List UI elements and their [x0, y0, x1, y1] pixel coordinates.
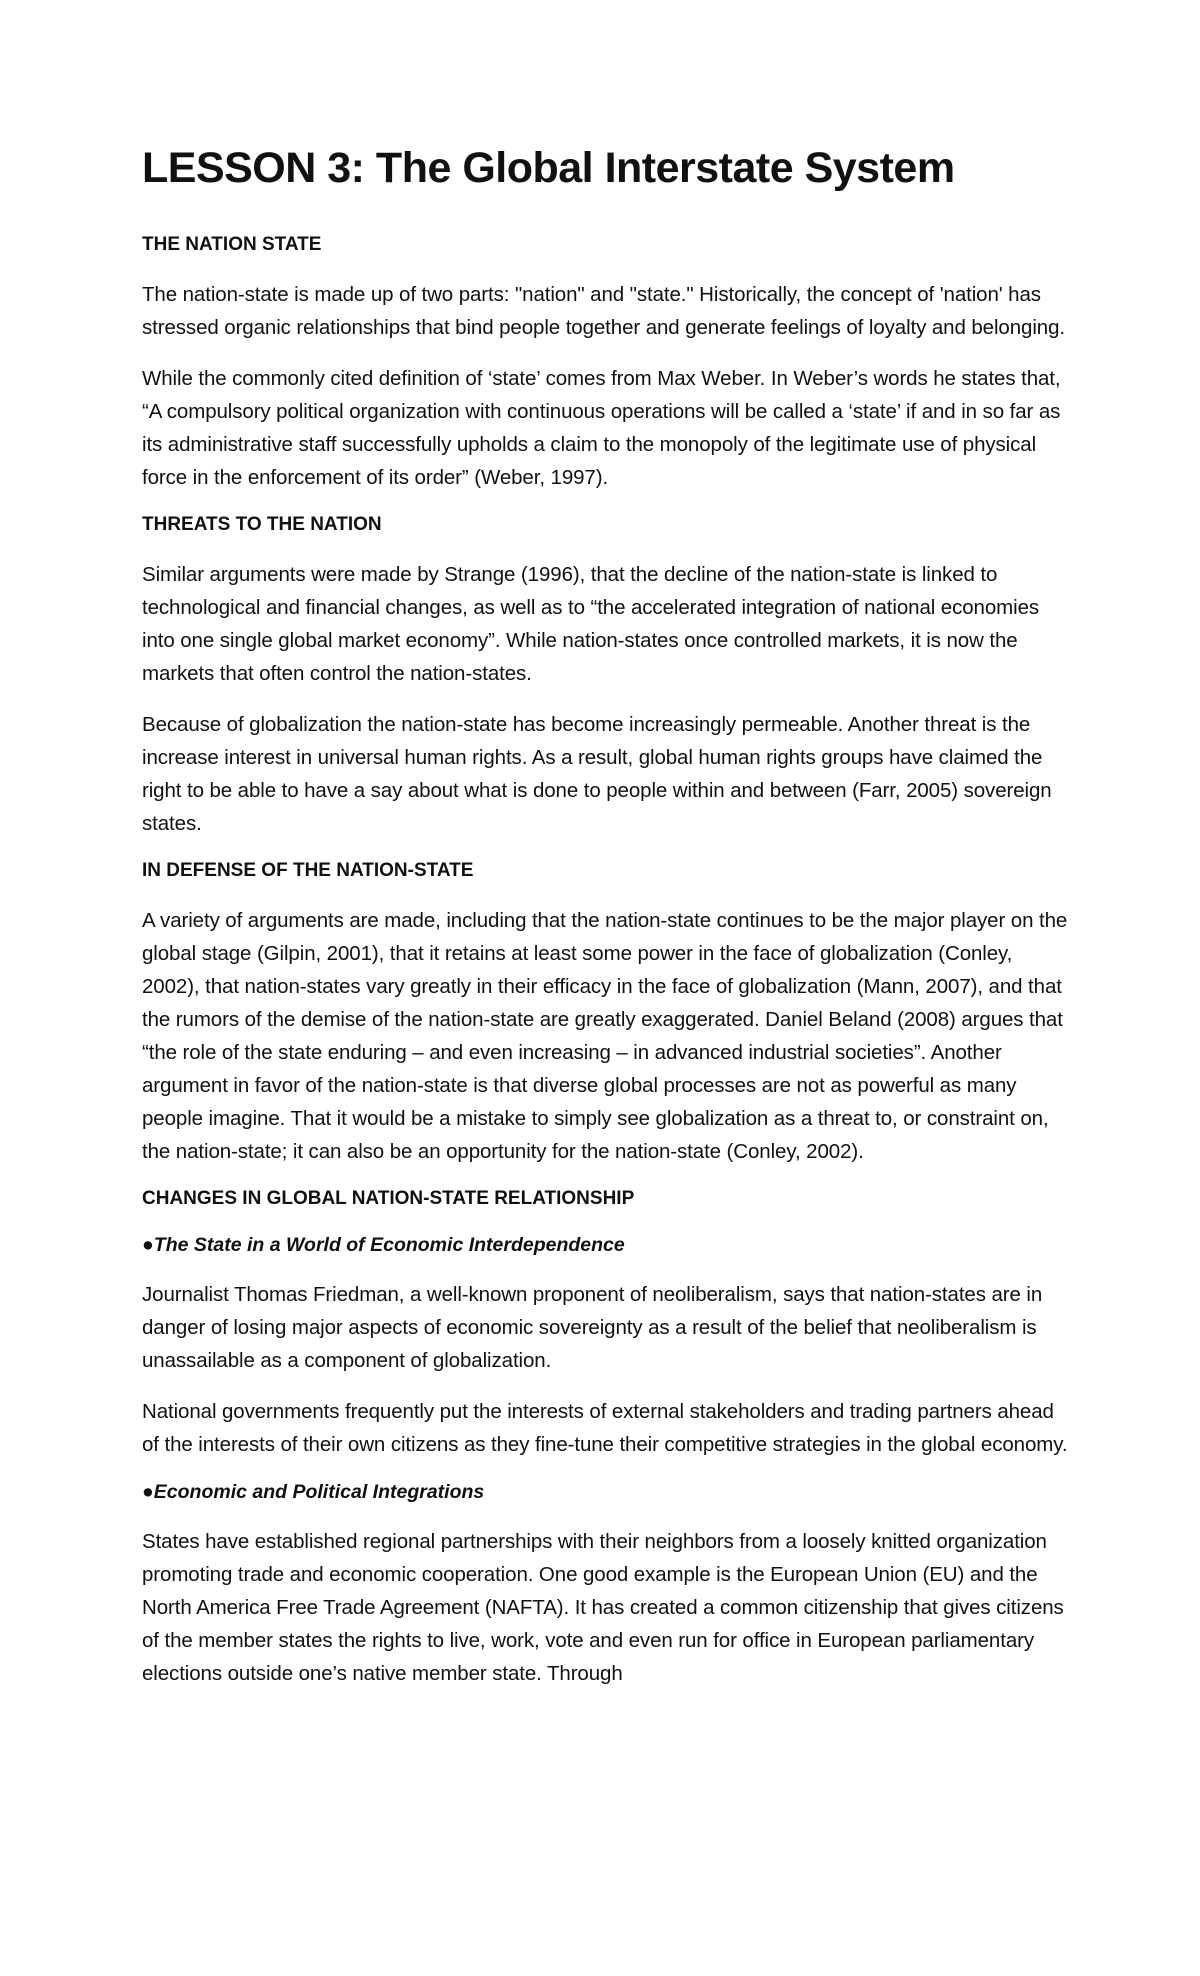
page-title: LESSON 3: The Global Interstate System — [142, 144, 955, 192]
paragraph: A variety of arguments are made, including that the nation-state continues to be the major player on the global stage (Gilpin, 2001), that it retains at least some power in the face of globalization (Conley, 2002), that nation-states vary greatly in their efficacy in the face of globalization (Mann, 2007), and that the rumors of the demise of the nation-state are greatly exaggerated. Daniel Beland (2008) argues that “the role of the state enduring – and even increasing – in advanced industrial societies”. Another argument in favor of the nation-state is that diverse global processes are not as powerful as many people imagine. That it would be a mistake to simply see globalization as a threat to, or constraint on, the nation-state; it can also be an opportunity for the nation-state (Conley, 2002). — [142, 909, 1068, 1163]
subheading-economic-interdependence: ●The State in a World of Economic Interdependence — [142, 1234, 625, 1256]
subheading-integrations: ●Economic and Political Integrations — [142, 1481, 485, 1503]
section-heading-nation-state: THE NATION STATE — [142, 234, 322, 255]
paragraph: Because of globalization the nation-state has become increasingly permeable. Another threat is the increase interest in universal human rights. As a result, global human rights groups have claimed the right to be able to have a say about what is done to people within and between (Farr, 2005) sovereign states. — [142, 713, 1052, 835]
section-heading-changes: CHANGES IN GLOBAL NATION-STATE RELATIONSHIP — [142, 1188, 635, 1209]
paragraph: National governments frequently put the interests of external stakeholders and trading partners ahead of the interests of their own citizens as they fine-tune their competitive strategies in the global economy. — [142, 1400, 1068, 1456]
paragraph: Journalist Thomas Friedman, a well-known proponent of neoliberalism, says that nation-states are in danger of losing major aspects of economic sovereignty as a result of the belief that neoliberalism is unassailable as a component of globalization. — [142, 1283, 1043, 1372]
section-heading-threats: THREATS TO THE NATION — [142, 514, 382, 535]
document-page — [142, 138, 1072, 1708]
paragraph: While the commonly cited definition of ‘state’ comes from Max Weber. In Weber’s words he states that, “A compulsory political organization with continuous operations will be called a ‘state’ if and in so far as its administrative staff successfully upholds a claim to the monopoly of the legitimate use of physical force in the enforcement of its order” (Weber, 1997). — [142, 367, 1061, 489]
section-heading-defense: IN DEFENSE OF THE NATION-STATE — [142, 860, 474, 881]
paragraph: The nation-state is made up of two parts: "nation" and "state." Historically, the concept of 'nation' has stressed organic relationships that bind people together and generate feelings of loyalty and belonging. — [142, 283, 1065, 339]
paragraph: Similar arguments were made by Strange (1996), that the decline of the nation-state is linked to technological and financial changes, as well as to “the accelerated integration of national economies into one single global market economy”. While nation-states once controlled markets, it is now the markets that often control the nation-states. — [142, 563, 1040, 685]
paragraph: States have established regional partnerships with their neighbors from a loosely knitted organization promoting trade and economic cooperation. One good example is the European Union (EU) and the North America Free Trade Agreement (NAFTA). It has created a common citizenship that gives citizens of the member states the rights to live, work, vote and even run for office in European parliamentary elections outside one’s native member state. Through — [142, 1530, 1064, 1685]
